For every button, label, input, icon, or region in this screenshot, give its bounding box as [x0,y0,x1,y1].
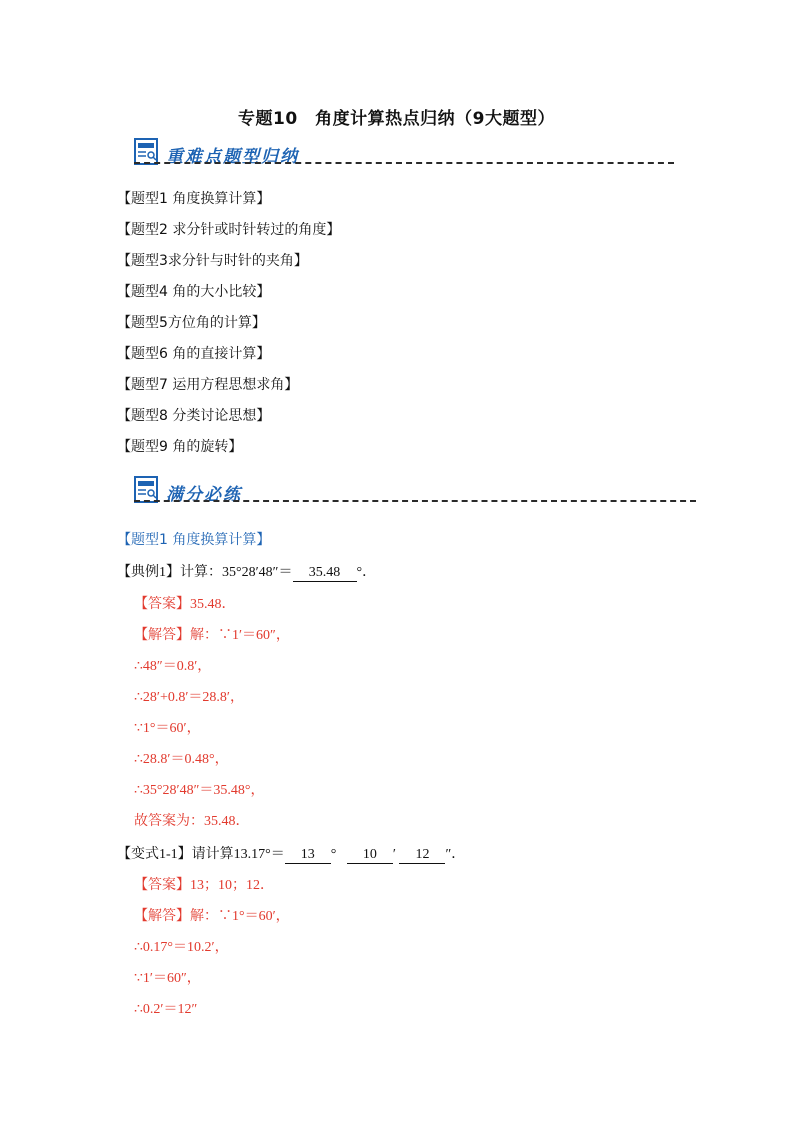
variant-question [117,843,465,864]
unit-second: ″． [445,847,466,862]
answer-value: 13；10；12． [190,878,274,893]
example-question [117,561,376,582]
toc-item: 【题型4 角的大小比较】 [117,284,271,300]
toc-item: 【题型9 角的旋转】 [117,439,243,455]
toc-item: 【题型7 运用方程思想求角】 [117,377,299,393]
question-suffix: °． [356,565,377,580]
question-text: 计算：35°28′48″＝ [180,565,293,580]
toc-item: 【题型3求分针与时针的夹角】 [117,253,308,269]
dashed-divider [134,162,674,164]
solution-text: 解：∵1′＝60″， [190,628,290,643]
answer-blank: 35.48 [293,565,357,582]
toc-item: 【题型1 角度换算计算】 [117,191,271,207]
solution-step: ∴48″＝0.8′， [134,659,212,674]
solution-step: ∴0.17°＝10.2′， [134,940,229,955]
section-title: 满分必练 [166,485,242,505]
solution-line [134,624,290,644]
solution-label: 【解答】 [134,628,190,643]
type-heading: 【题型1 角度换算计算】 [117,532,271,548]
example-label: 【典例1】 [117,565,180,580]
answer-blank: 12 [399,847,445,864]
solution-step: ∴35°28′48″＝35.48°， [134,783,265,798]
solution-step: 故答案为：35.48． [134,814,250,829]
toc-item: 【题型2 求分针或时针转过的角度】 [117,222,341,238]
answer-line [134,593,236,613]
solution-step: ∴28′+0.8′＝28.8′， [134,690,244,705]
answer-value: 35.48． [190,597,236,612]
section-header-key-types [134,136,679,170]
answer-line [134,874,274,894]
toc-item: 【题型8 分类讨论思想】 [117,408,271,424]
unit-minute: ′ [392,847,396,862]
solution-label: 【解答】 [134,909,190,924]
solution-step: ∵1′＝60″， [134,971,201,986]
solution-text: 解：∵1°＝60′， [190,909,290,924]
solution-step: ∴28.8′＝0.48°， [134,752,229,767]
question-text: 请计算13.17°＝ [191,847,285,862]
page-title: 专题10 角度计算热点归纳（9大题型） [238,109,555,129]
answer-blank: 10 [347,847,393,864]
answer-blank: 13 [285,847,331,864]
variant-label: 【变式1-1】 [117,847,192,862]
toc-item: 【题型5方位角的计算】 [117,315,266,331]
section-title: 重难点题型归纳 [166,147,299,167]
toc-item: 【题型6 角的直接计算】 [117,346,271,362]
dashed-divider [134,500,696,502]
answer-label: 【答案】 [134,597,190,612]
section-header-practice [134,474,699,508]
unit-degree: ° [330,847,337,862]
solution-line [134,905,290,925]
solution-step: ∵1°＝60′， [134,721,201,736]
solution-step: ∴0.2′＝12″ [134,1002,198,1017]
answer-label: 【答案】 [134,878,190,893]
